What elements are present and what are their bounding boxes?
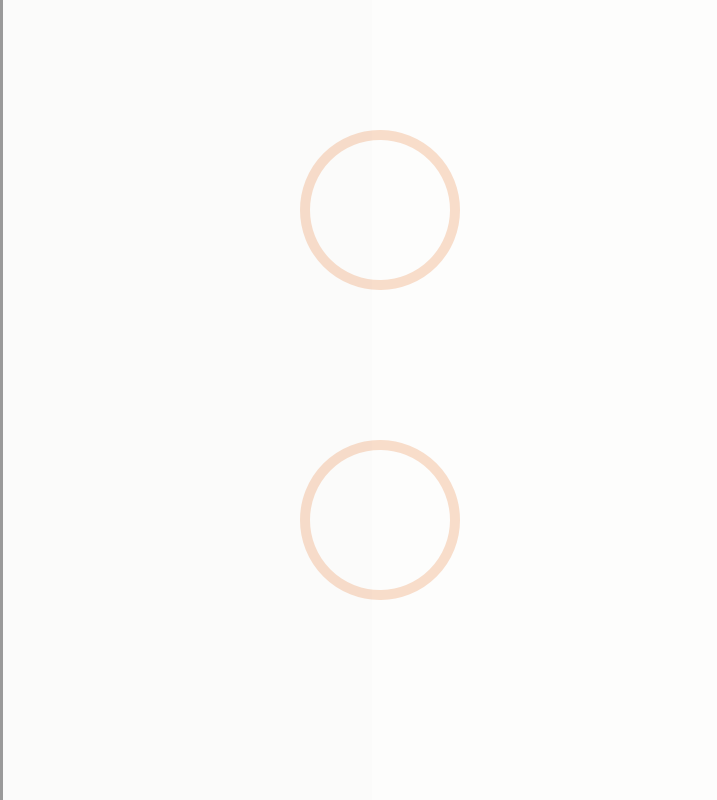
right-page [372,0,717,800]
